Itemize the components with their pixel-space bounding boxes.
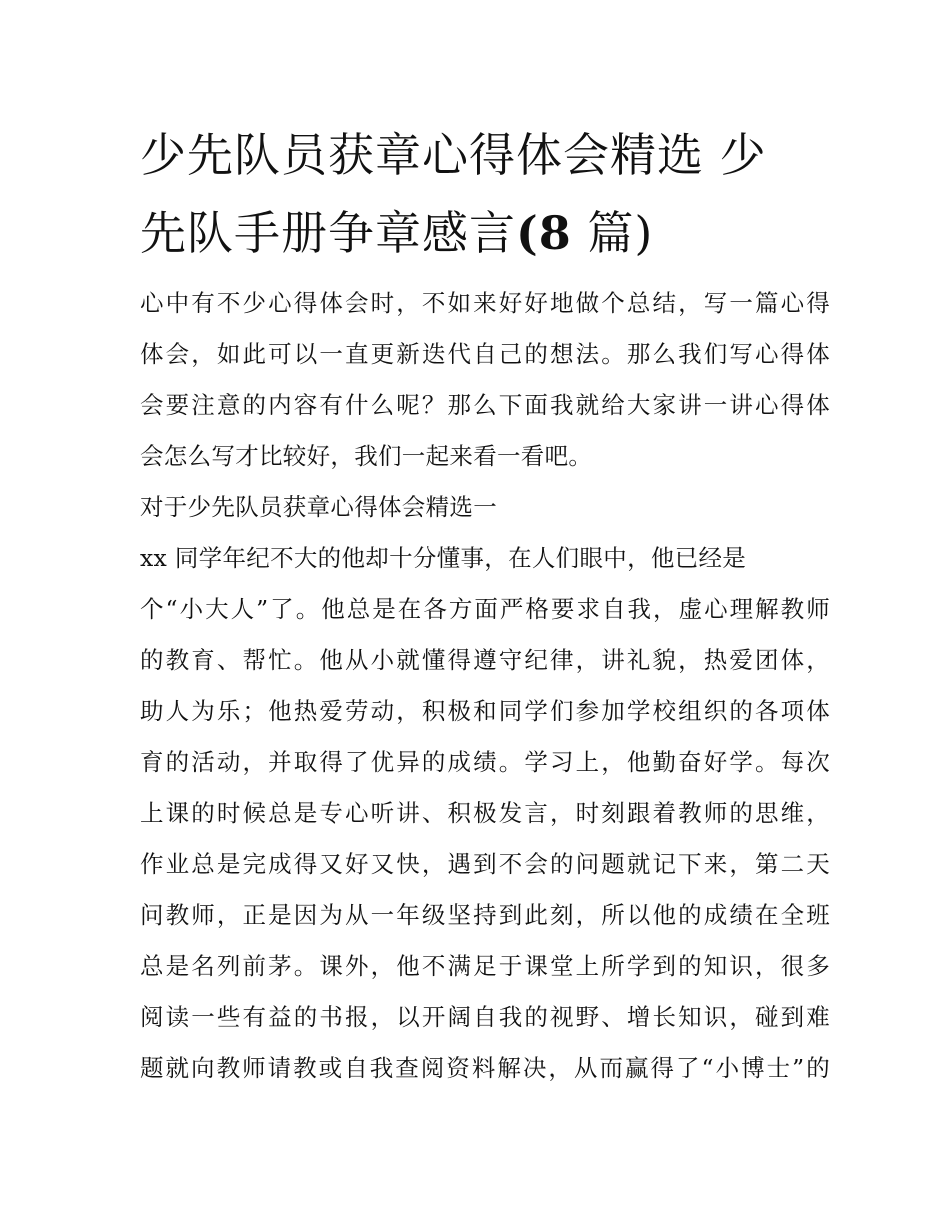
- body-line-16: 题就向教师请教或自我查阅资料解决，从而赢得了“小博士”的: [140, 1054, 830, 1082]
- body-line-13: 问教师，正是因为从一年级坚持到此刻，所以他的成绩在全班: [140, 901, 830, 929]
- section-heading: 对于少先队员获章心得体会精选一: [140, 493, 497, 521]
- title-text-part1: 少先队员获章心得体会精选 少: [140, 128, 767, 182]
- document-body: [140, 278, 830, 1094]
- body-line-7: 个“小大人”了。他总是在各方面严格要求自我，虚心理解教师: [140, 595, 830, 623]
- body-line-8: 的教育、帮忙。他从小就懂得遵守纪律，讲礼貌，热爱团体，: [140, 646, 830, 674]
- title-text-part2: 先队手册争章感言: [140, 206, 516, 260]
- body-line-3: 会要注意的内容有什么呢？那么下面我就给大家讲一讲心得体: [140, 391, 830, 419]
- body-line-12: 作业总是完成得又好又快，遇到不会的问题就记下来，第二天: [140, 850, 830, 878]
- body-line-10: 育的活动，并取得了优异的成绩。学习上，他勤奋好学。每次: [140, 748, 830, 776]
- document-title: [140, 116, 840, 272]
- body-line-1: 心中有不少心得体会时，不如来好好地做个总结，写一篇心得: [140, 289, 830, 317]
- body-line-9: 助人为乐；他热爱劳动，积极和同学们参加学校组织的各项体: [140, 697, 830, 725]
- body-line-14: 总是名列前茅。课外，他不满足于课堂上所学到的知识，很多: [140, 952, 830, 980]
- body-line-15: 阅读一些有益的书报，以开阔自我的视野、增长知识，碰到难: [140, 1003, 830, 1031]
- body-line-11: 上课的时候总是专心听讲、积极发言，时刻跟着教师的思维，: [140, 799, 830, 827]
- body-line-6: xx 同学年纪不大的他却十分懂事，在人们眼中，他已经是: [140, 544, 747, 572]
- title-text-part3: 篇): [571, 206, 654, 260]
- body-line-4: 会怎么写才比较好，我们一起来看一看吧。: [140, 442, 593, 470]
- title-count: (8: [516, 206, 572, 260]
- body-line-2: 体会，如此可以一直更新迭代自己的想法。那么我们写心得体: [140, 340, 830, 368]
